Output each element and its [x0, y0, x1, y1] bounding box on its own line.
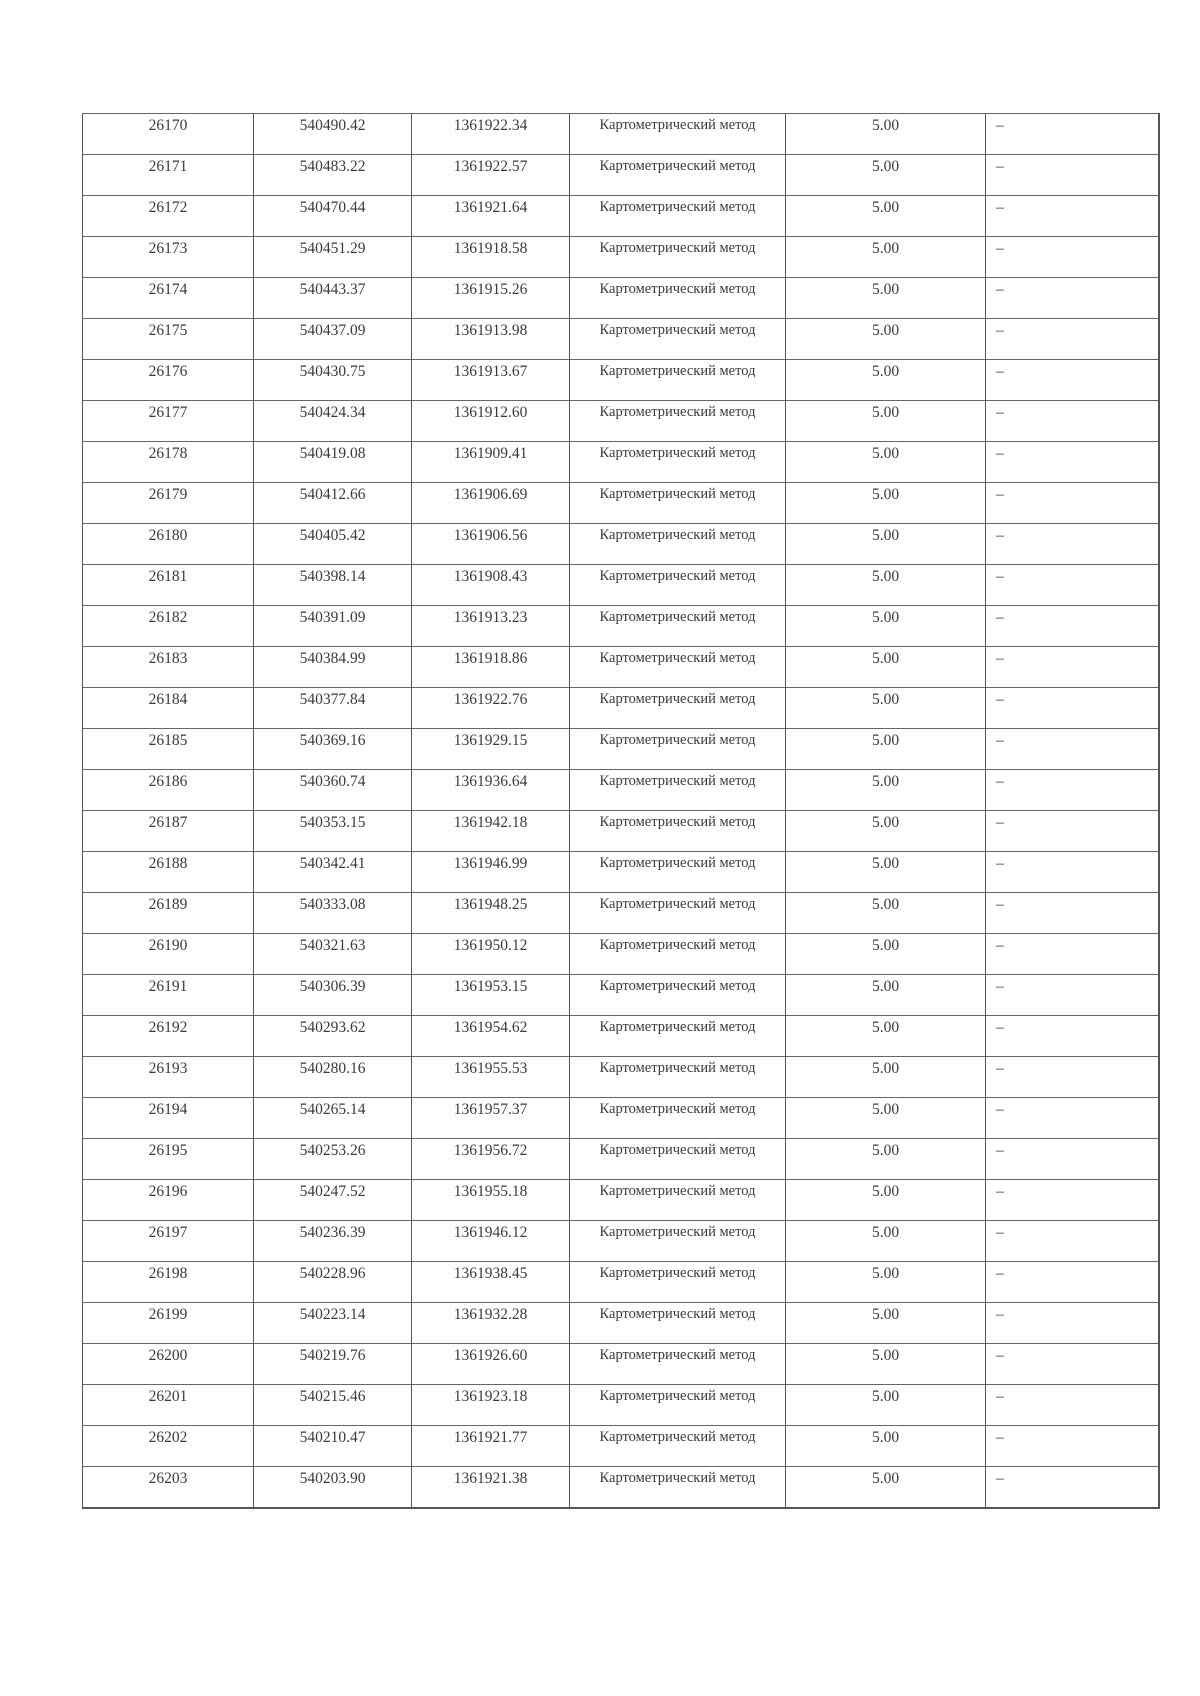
- point-number-cell: 26172: [83, 196, 254, 237]
- x-coordinate-cell: 540215.46: [254, 1385, 412, 1426]
- x-coordinate-cell: 540391.09: [254, 606, 412, 647]
- accuracy-cell: 5.00: [786, 442, 986, 483]
- point-number-cell: 26192: [83, 1016, 254, 1057]
- method-cell: Картометрический метод: [570, 1344, 786, 1385]
- method-cell: Картометрический метод: [570, 1221, 786, 1262]
- y-coordinate-cell: 1361950.12: [412, 934, 570, 975]
- table-row: [83, 278, 1159, 319]
- accuracy-cell: 5.00: [786, 688, 986, 729]
- method-cell: Картометрический метод: [570, 1262, 786, 1303]
- table-row: [83, 975, 1159, 1016]
- method-cell: Картометрический метод: [570, 155, 786, 196]
- coordinates-table: [82, 113, 1160, 1509]
- y-coordinate-cell: 1361922.34: [412, 114, 570, 155]
- x-coordinate-cell: 540405.42: [254, 524, 412, 565]
- accuracy-cell: 5.00: [786, 360, 986, 401]
- method-cell: Картометрический метод: [570, 647, 786, 688]
- table-row: [83, 1180, 1159, 1221]
- description-cell: –: [986, 483, 1159, 524]
- description-cell: –: [986, 606, 1159, 647]
- table-row: [83, 1057, 1159, 1098]
- y-coordinate-cell: 1361932.28: [412, 1303, 570, 1344]
- table-row: [83, 237, 1159, 278]
- table-row: [83, 1467, 1159, 1508]
- x-coordinate-cell: 540333.08: [254, 893, 412, 934]
- description-cell: –: [986, 1426, 1159, 1467]
- description-cell: –: [986, 1180, 1159, 1221]
- y-coordinate-cell: 1361955.18: [412, 1180, 570, 1221]
- point-number-cell: 26195: [83, 1139, 254, 1180]
- table-row: [83, 893, 1159, 934]
- x-coordinate-cell: 540293.62: [254, 1016, 412, 1057]
- table-row: [83, 647, 1159, 688]
- method-cell: Картометрический метод: [570, 811, 786, 852]
- accuracy-cell: 5.00: [786, 1385, 986, 1426]
- y-coordinate-cell: 1361938.45: [412, 1262, 570, 1303]
- table-row: [83, 1139, 1159, 1180]
- x-coordinate-cell: 540247.52: [254, 1180, 412, 1221]
- table-row: [83, 770, 1159, 811]
- accuracy-cell: 5.00: [786, 1467, 986, 1508]
- method-cell: Картометрический метод: [570, 237, 786, 278]
- method-cell: Картометрический метод: [570, 688, 786, 729]
- method-cell: Картометрический метод: [570, 524, 786, 565]
- description-cell: –: [986, 196, 1159, 237]
- table-row: [83, 688, 1159, 729]
- x-coordinate-cell: 540223.14: [254, 1303, 412, 1344]
- accuracy-cell: 5.00: [786, 811, 986, 852]
- x-coordinate-cell: 540424.34: [254, 401, 412, 442]
- accuracy-cell: 5.00: [786, 1180, 986, 1221]
- description-cell: –: [986, 811, 1159, 852]
- point-number-cell: 26199: [83, 1303, 254, 1344]
- description-cell: –: [986, 1467, 1159, 1508]
- method-cell: Картометрический метод: [570, 114, 786, 155]
- accuracy-cell: 5.00: [786, 1262, 986, 1303]
- description-cell: –: [986, 1221, 1159, 1262]
- table-row: [83, 565, 1159, 606]
- x-coordinate-cell: 540321.63: [254, 934, 412, 975]
- description-cell: –: [986, 237, 1159, 278]
- y-coordinate-cell: 1361946.12: [412, 1221, 570, 1262]
- point-number-cell: 26179: [83, 483, 254, 524]
- point-number-cell: 26175: [83, 319, 254, 360]
- method-cell: Картометрический метод: [570, 483, 786, 524]
- table-row: [83, 442, 1159, 483]
- method-cell: Картометрический метод: [570, 1098, 786, 1139]
- description-cell: –: [986, 114, 1159, 155]
- accuracy-cell: 5.00: [786, 278, 986, 319]
- y-coordinate-cell: 1361926.60: [412, 1344, 570, 1385]
- description-cell: –: [986, 852, 1159, 893]
- accuracy-cell: 5.00: [786, 319, 986, 360]
- x-coordinate-cell: 540203.90: [254, 1467, 412, 1508]
- point-number-cell: 26173: [83, 237, 254, 278]
- method-cell: Картометрический метод: [570, 565, 786, 606]
- method-cell: Картометрический метод: [570, 606, 786, 647]
- table-row: [83, 1098, 1159, 1139]
- accuracy-cell: 5.00: [786, 1139, 986, 1180]
- point-number-cell: 26185: [83, 729, 254, 770]
- x-coordinate-cell: 540236.39: [254, 1221, 412, 1262]
- y-coordinate-cell: 1361913.98: [412, 319, 570, 360]
- table-row: [83, 1016, 1159, 1057]
- x-coordinate-cell: 540369.16: [254, 729, 412, 770]
- y-coordinate-cell: 1361953.15: [412, 975, 570, 1016]
- x-coordinate-cell: 540412.66: [254, 483, 412, 524]
- method-cell: Картометрический метод: [570, 1057, 786, 1098]
- accuracy-cell: 5.00: [786, 196, 986, 237]
- table-row: [83, 729, 1159, 770]
- method-cell: Картометрический метод: [570, 442, 786, 483]
- accuracy-cell: 5.00: [786, 1303, 986, 1344]
- table-row: [83, 811, 1159, 852]
- accuracy-cell: 5.00: [786, 565, 986, 606]
- point-number-cell: 26190: [83, 934, 254, 975]
- description-cell: –: [986, 1016, 1159, 1057]
- accuracy-cell: 5.00: [786, 483, 986, 524]
- description-cell: –: [986, 1098, 1159, 1139]
- x-coordinate-cell: 540265.14: [254, 1098, 412, 1139]
- x-coordinate-cell: 540398.14: [254, 565, 412, 606]
- method-cell: Картометрический метод: [570, 401, 786, 442]
- point-number-cell: 26174: [83, 278, 254, 319]
- accuracy-cell: 5.00: [786, 401, 986, 442]
- y-coordinate-cell: 1361913.23: [412, 606, 570, 647]
- accuracy-cell: 5.00: [786, 770, 986, 811]
- y-coordinate-cell: 1361922.57: [412, 155, 570, 196]
- table-row: [83, 360, 1159, 401]
- point-number-cell: 26176: [83, 360, 254, 401]
- table-body: [83, 114, 1159, 1508]
- table-row: [83, 401, 1159, 442]
- accuracy-cell: 5.00: [786, 114, 986, 155]
- point-number-cell: 26193: [83, 1057, 254, 1098]
- x-coordinate-cell: 540470.44: [254, 196, 412, 237]
- x-coordinate-cell: 540490.42: [254, 114, 412, 155]
- point-number-cell: 26203: [83, 1467, 254, 1508]
- description-cell: –: [986, 770, 1159, 811]
- y-coordinate-cell: 1361909.41: [412, 442, 570, 483]
- point-number-cell: 26194: [83, 1098, 254, 1139]
- accuracy-cell: 5.00: [786, 852, 986, 893]
- accuracy-cell: 5.00: [786, 893, 986, 934]
- method-cell: Картометрический метод: [570, 1180, 786, 1221]
- point-number-cell: 26184: [83, 688, 254, 729]
- y-coordinate-cell: 1361906.69: [412, 483, 570, 524]
- accuracy-cell: 5.00: [786, 975, 986, 1016]
- x-coordinate-cell: 540430.75: [254, 360, 412, 401]
- y-coordinate-cell: 1361954.62: [412, 1016, 570, 1057]
- method-cell: Картометрический метод: [570, 975, 786, 1016]
- table-row: [83, 319, 1159, 360]
- x-coordinate-cell: 540353.15: [254, 811, 412, 852]
- point-number-cell: 26182: [83, 606, 254, 647]
- method-cell: Картометрический метод: [570, 934, 786, 975]
- method-cell: Картометрический метод: [570, 1139, 786, 1180]
- point-number-cell: 26188: [83, 852, 254, 893]
- table-row: [83, 606, 1159, 647]
- method-cell: Картометрический метод: [570, 729, 786, 770]
- description-cell: –: [986, 1344, 1159, 1385]
- y-coordinate-cell: 1361921.38: [412, 1467, 570, 1508]
- accuracy-cell: 5.00: [786, 647, 986, 688]
- description-cell: –: [986, 1303, 1159, 1344]
- description-cell: –: [986, 729, 1159, 770]
- accuracy-cell: 5.00: [786, 1098, 986, 1139]
- table-row: [83, 196, 1159, 237]
- point-number-cell: 26178: [83, 442, 254, 483]
- description-cell: –: [986, 278, 1159, 319]
- accuracy-cell: 5.00: [786, 1426, 986, 1467]
- y-coordinate-cell: 1361936.64: [412, 770, 570, 811]
- accuracy-cell: 5.00: [786, 524, 986, 565]
- point-number-cell: 26196: [83, 1180, 254, 1221]
- point-number-cell: 26186: [83, 770, 254, 811]
- table-row: [83, 114, 1159, 155]
- x-coordinate-cell: 540210.47: [254, 1426, 412, 1467]
- y-coordinate-cell: 1361915.26: [412, 278, 570, 319]
- x-coordinate-cell: 540280.16: [254, 1057, 412, 1098]
- table-row: [83, 852, 1159, 893]
- description-cell: –: [986, 893, 1159, 934]
- point-number-cell: 26191: [83, 975, 254, 1016]
- point-number-cell: 26187: [83, 811, 254, 852]
- x-coordinate-cell: 540360.74: [254, 770, 412, 811]
- y-coordinate-cell: 1361956.72: [412, 1139, 570, 1180]
- y-coordinate-cell: 1361955.53: [412, 1057, 570, 1098]
- point-number-cell: 26197: [83, 1221, 254, 1262]
- y-coordinate-cell: 1361906.56: [412, 524, 570, 565]
- description-cell: –: [986, 155, 1159, 196]
- table-row: [83, 1344, 1159, 1385]
- y-coordinate-cell: 1361912.60: [412, 401, 570, 442]
- accuracy-cell: 5.00: [786, 729, 986, 770]
- x-coordinate-cell: 540451.29: [254, 237, 412, 278]
- point-number-cell: 26200: [83, 1344, 254, 1385]
- description-cell: –: [986, 524, 1159, 565]
- y-coordinate-cell: 1361921.64: [412, 196, 570, 237]
- x-coordinate-cell: 540228.96: [254, 1262, 412, 1303]
- x-coordinate-cell: 540384.99: [254, 647, 412, 688]
- y-coordinate-cell: 1361948.25: [412, 893, 570, 934]
- method-cell: Картометрический метод: [570, 360, 786, 401]
- y-coordinate-cell: 1361913.67: [412, 360, 570, 401]
- point-number-cell: 26177: [83, 401, 254, 442]
- y-coordinate-cell: 1361921.77: [412, 1426, 570, 1467]
- y-coordinate-cell: 1361923.18: [412, 1385, 570, 1426]
- table-row: [83, 155, 1159, 196]
- description-cell: –: [986, 934, 1159, 975]
- method-cell: Картометрический метод: [570, 770, 786, 811]
- point-number-cell: 26171: [83, 155, 254, 196]
- table-row: [83, 934, 1159, 975]
- table-row: [83, 483, 1159, 524]
- description-cell: –: [986, 565, 1159, 606]
- method-cell: Картометрический метод: [570, 852, 786, 893]
- table-row: [83, 1303, 1159, 1344]
- accuracy-cell: 5.00: [786, 1016, 986, 1057]
- description-cell: –: [986, 360, 1159, 401]
- x-coordinate-cell: 540443.37: [254, 278, 412, 319]
- table-row: [83, 1262, 1159, 1303]
- accuracy-cell: 5.00: [786, 606, 986, 647]
- point-number-cell: 26189: [83, 893, 254, 934]
- point-number-cell: 26170: [83, 114, 254, 155]
- y-coordinate-cell: 1361946.99: [412, 852, 570, 893]
- accuracy-cell: 5.00: [786, 155, 986, 196]
- x-coordinate-cell: 540483.22: [254, 155, 412, 196]
- accuracy-cell: 5.00: [786, 934, 986, 975]
- point-number-cell: 26180: [83, 524, 254, 565]
- table-row: [83, 524, 1159, 565]
- point-number-cell: 26201: [83, 1385, 254, 1426]
- accuracy-cell: 5.00: [786, 1221, 986, 1262]
- x-coordinate-cell: 540342.41: [254, 852, 412, 893]
- x-coordinate-cell: 540437.09: [254, 319, 412, 360]
- description-cell: –: [986, 975, 1159, 1016]
- method-cell: Картометрический метод: [570, 893, 786, 934]
- x-coordinate-cell: 540377.84: [254, 688, 412, 729]
- y-coordinate-cell: 1361957.37: [412, 1098, 570, 1139]
- description-cell: –: [986, 1385, 1159, 1426]
- y-coordinate-cell: 1361942.18: [412, 811, 570, 852]
- description-cell: –: [986, 1262, 1159, 1303]
- point-number-cell: 26198: [83, 1262, 254, 1303]
- point-number-cell: 26181: [83, 565, 254, 606]
- y-coordinate-cell: 1361922.76: [412, 688, 570, 729]
- accuracy-cell: 5.00: [786, 237, 986, 278]
- y-coordinate-cell: 1361908.43: [412, 565, 570, 606]
- method-cell: Картометрический метод: [570, 278, 786, 319]
- accuracy-cell: 5.00: [786, 1344, 986, 1385]
- x-coordinate-cell: 540219.76: [254, 1344, 412, 1385]
- description-cell: –: [986, 401, 1159, 442]
- table-row: [83, 1221, 1159, 1262]
- method-cell: Картометрический метод: [570, 1385, 786, 1426]
- description-cell: –: [986, 442, 1159, 483]
- x-coordinate-cell: 540419.08: [254, 442, 412, 483]
- point-number-cell: 26183: [83, 647, 254, 688]
- description-cell: –: [986, 688, 1159, 729]
- x-coordinate-cell: 540306.39: [254, 975, 412, 1016]
- method-cell: Картометрический метод: [570, 1467, 786, 1508]
- method-cell: Картометрический метод: [570, 1303, 786, 1344]
- method-cell: Картометрический метод: [570, 196, 786, 237]
- description-cell: –: [986, 1057, 1159, 1098]
- x-coordinate-cell: 540253.26: [254, 1139, 412, 1180]
- y-coordinate-cell: 1361929.15: [412, 729, 570, 770]
- method-cell: Картометрический метод: [570, 1016, 786, 1057]
- y-coordinate-cell: 1361918.86: [412, 647, 570, 688]
- table-row: [83, 1385, 1159, 1426]
- y-coordinate-cell: 1361918.58: [412, 237, 570, 278]
- point-number-cell: 26202: [83, 1426, 254, 1467]
- description-cell: –: [986, 1139, 1159, 1180]
- table-row: [83, 1426, 1159, 1467]
- method-cell: Картометрический метод: [570, 1426, 786, 1467]
- method-cell: Картометрический метод: [570, 319, 786, 360]
- accuracy-cell: 5.00: [786, 1057, 986, 1098]
- description-cell: –: [986, 319, 1159, 360]
- description-cell: –: [986, 647, 1159, 688]
